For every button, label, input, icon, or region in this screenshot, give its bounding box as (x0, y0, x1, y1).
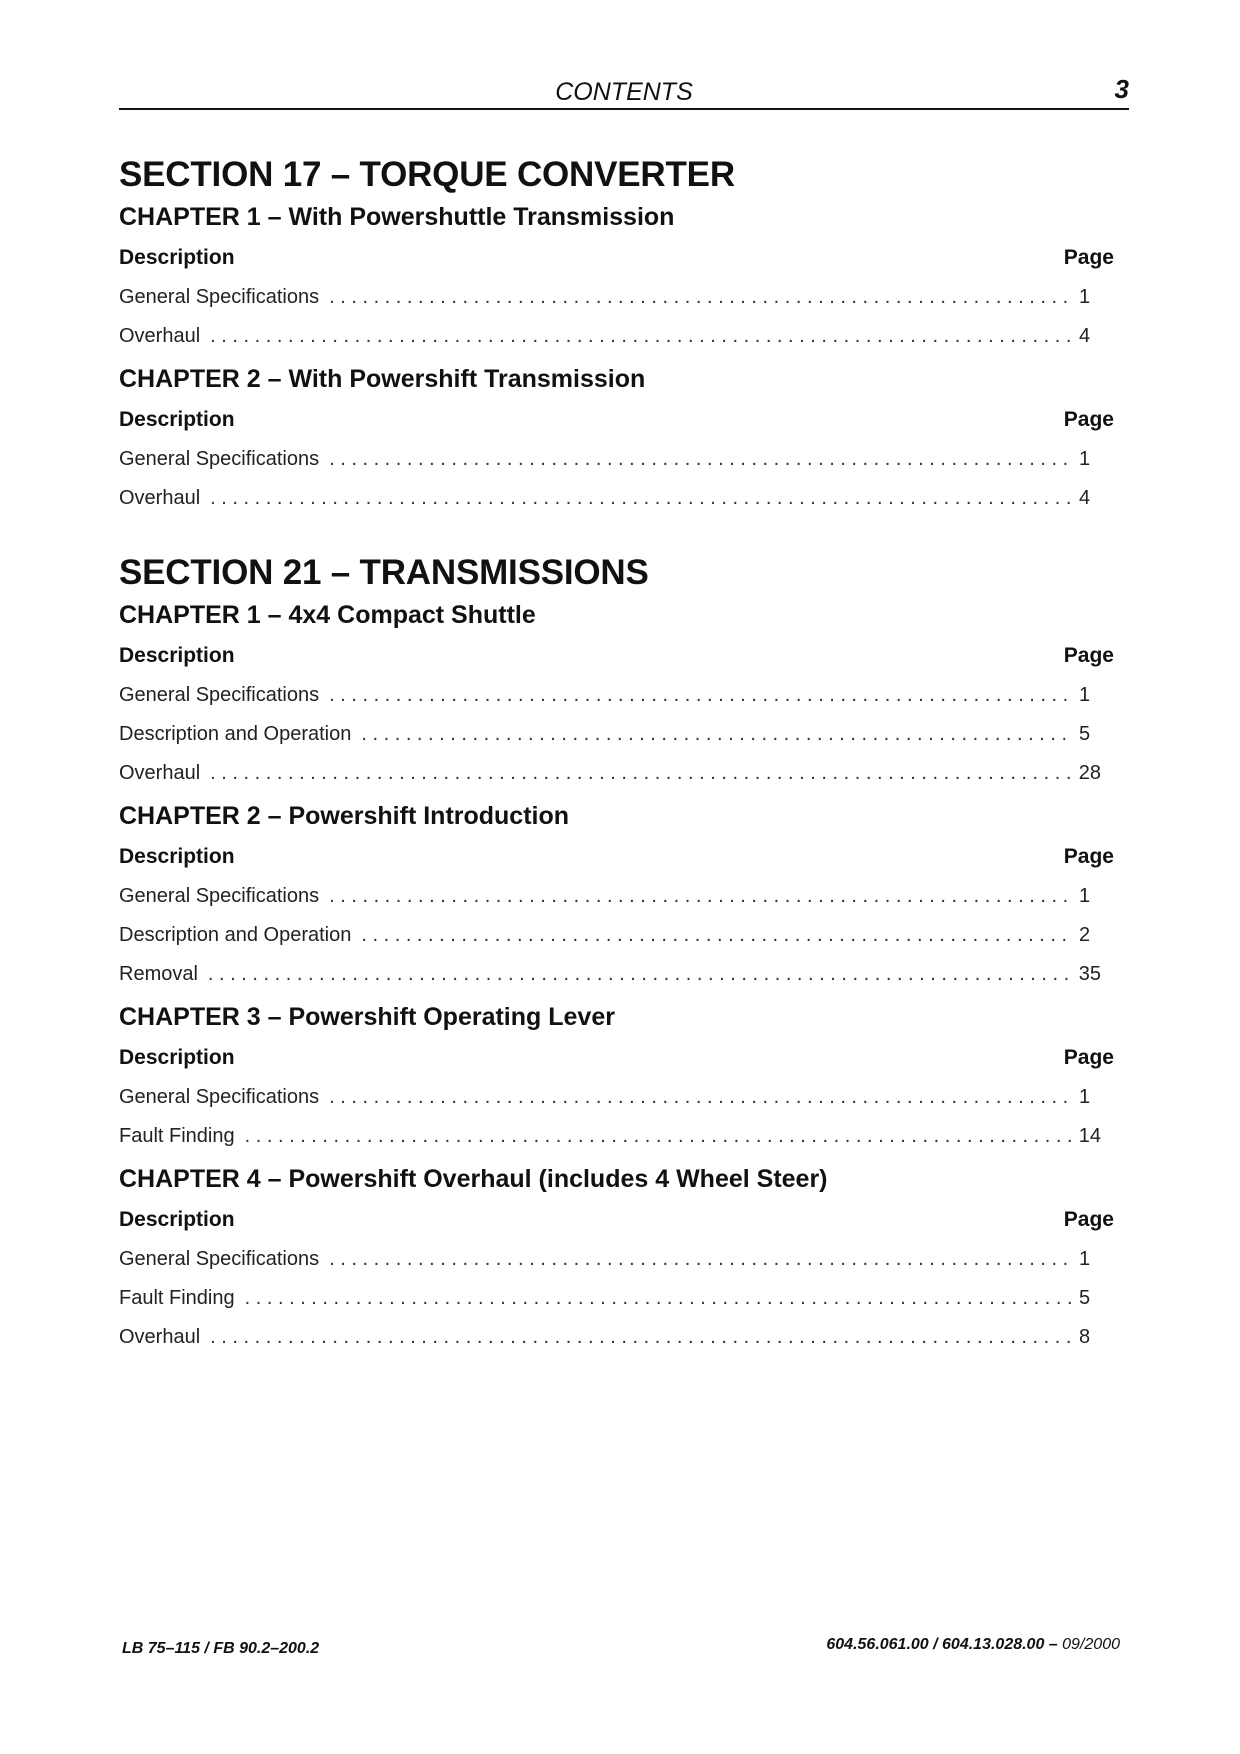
toc-entry-label: General Specifications (119, 1086, 320, 1108)
dot-leader (208, 961, 1073, 988)
toc-entry[interactable] (119, 721, 1101, 748)
column-headers (119, 1206, 1114, 1234)
chapter-block (119, 362, 1114, 512)
toc-entry[interactable] (119, 1285, 1101, 1312)
toc-entry-label: Description and Operation (119, 723, 352, 745)
toc-entry-page: 5 (1079, 723, 1091, 745)
toc-entry[interactable] (119, 485, 1101, 512)
footer-date: 09/2000 (1062, 1636, 1120, 1653)
chapter-title: CHAPTER 4 – Powershift Overhaul (includes 4 Wheel Steer) (119, 1165, 828, 1193)
toc-entry-page: 1 (1079, 684, 1091, 706)
page-column-header: Page (1063, 246, 1114, 269)
dot-leader (210, 1324, 1073, 1351)
page-column-header: Page (1063, 845, 1114, 868)
toc-entry-page: 1 (1079, 1248, 1091, 1270)
column-headers (119, 843, 1114, 871)
chapter-title: CHAPTER 3 – Powershift Operating Lever (119, 1003, 615, 1031)
description-column-header: Description (119, 845, 235, 868)
page-column-header: Page (1063, 644, 1114, 667)
toc-entry-page: 14 (1078, 1125, 1101, 1147)
toc-entry[interactable] (119, 883, 1101, 910)
dot-leader (245, 1123, 1073, 1150)
footer-reference (826, 1636, 1120, 1654)
toc-content (119, 152, 1114, 1389)
description-column-header: Description (119, 408, 235, 431)
dot-leader (329, 1084, 1073, 1111)
dot-leader (361, 721, 1073, 748)
toc-entry-page: 5 (1079, 1287, 1091, 1309)
chapter-block (119, 1000, 1114, 1150)
toc-entry-label: Fault Finding (119, 1287, 235, 1309)
dot-leader (329, 1246, 1073, 1273)
toc-entry-label: General Specifications (119, 1248, 320, 1270)
dot-leader (329, 883, 1073, 910)
chapter-block (119, 799, 1114, 988)
dot-leader (210, 323, 1073, 350)
toc-entry-page: 1 (1079, 885, 1091, 907)
column-headers (119, 642, 1114, 670)
chapter-title: CHAPTER 1 – 4x4 Compact Shuttle (119, 601, 536, 629)
toc-entry[interactable] (119, 1084, 1101, 1111)
toc-entry[interactable] (119, 284, 1101, 311)
toc-entry-page: 28 (1078, 762, 1101, 784)
column-headers (119, 1044, 1114, 1072)
section-title: SECTION 17 – TORQUE CONVERTER (119, 155, 735, 194)
toc-entry-label: General Specifications (119, 684, 320, 706)
toc-entry-label: Overhaul (119, 762, 201, 784)
toc-entry-page: 4 (1079, 487, 1091, 509)
dot-leader (329, 446, 1073, 473)
toc-entry[interactable] (119, 682, 1101, 709)
chapter-title: CHAPTER 1 – With Powershuttle Transmission (119, 203, 675, 231)
toc-entry[interactable] (119, 446, 1101, 473)
toc-entry[interactable] (119, 961, 1101, 988)
toc-entry-label: Fault Finding (119, 1125, 235, 1147)
toc-entry-label: General Specifications (119, 885, 320, 907)
section-17 (119, 152, 1114, 512)
chapter-title: CHAPTER 2 – With Powershift Transmission (119, 365, 646, 393)
dot-leader (210, 485, 1073, 512)
dot-leader (361, 922, 1073, 949)
toc-entry-page: 2 (1079, 924, 1091, 946)
chapter-block (119, 200, 1114, 350)
chapter-block (119, 598, 1114, 787)
toc-entry-label: Description and Operation (119, 924, 352, 946)
toc-entry-page: 4 (1079, 325, 1091, 347)
toc-entry[interactable] (119, 1324, 1101, 1351)
dot-leader (329, 284, 1073, 311)
description-column-header: Description (119, 1046, 235, 1069)
page-column-header: Page (1063, 1208, 1114, 1231)
footer-model: LB 75–115 / FB 90.2–200.2 (122, 1640, 320, 1657)
toc-entry-label: General Specifications (119, 448, 320, 470)
toc-entry-page: 8 (1079, 1326, 1091, 1348)
toc-entry-page: 1 (1079, 448, 1091, 470)
page-number: 3 (1114, 74, 1129, 104)
toc-entry-page: 1 (1079, 1086, 1091, 1108)
page-column-header: Page (1063, 1046, 1114, 1069)
toc-entry[interactable] (119, 1246, 1101, 1273)
dot-leader (210, 760, 1073, 787)
description-column-header: Description (119, 644, 235, 667)
dot-leader (329, 682, 1073, 709)
toc-entry[interactable] (119, 922, 1101, 949)
section-title: SECTION 21 – TRANSMISSIONS (119, 553, 649, 592)
toc-entry-page: 1 (1079, 286, 1091, 308)
toc-entry-label: Overhaul (119, 487, 201, 509)
footer-reference-number: 604.56.061.00 / 604.13.028.00 – (826, 1636, 1058, 1653)
section-21 (119, 550, 1114, 1351)
toc-entry-page: 35 (1078, 963, 1101, 985)
toc-entry[interactable] (119, 1123, 1101, 1150)
description-column-header: Description (119, 1208, 235, 1231)
description-column-header: Description (119, 246, 235, 269)
chapter-block (119, 1162, 1114, 1351)
chapter-title: CHAPTER 2 – Powershift Introduction (119, 802, 570, 830)
dot-leader (245, 1285, 1073, 1312)
toc-entry-label: General Specifications (119, 286, 320, 308)
toc-entry[interactable] (119, 323, 1101, 350)
page-column-header: Page (1063, 408, 1114, 431)
column-headers (119, 244, 1114, 272)
toc-entry[interactable] (119, 760, 1101, 787)
toc-entry-label: Overhaul (119, 325, 201, 347)
toc-entry-label: Removal (119, 963, 198, 985)
header-title: CONTENTS (555, 78, 693, 106)
toc-entry-label: Overhaul (119, 1326, 201, 1348)
column-headers (119, 406, 1114, 434)
page-header (119, 72, 1129, 110)
